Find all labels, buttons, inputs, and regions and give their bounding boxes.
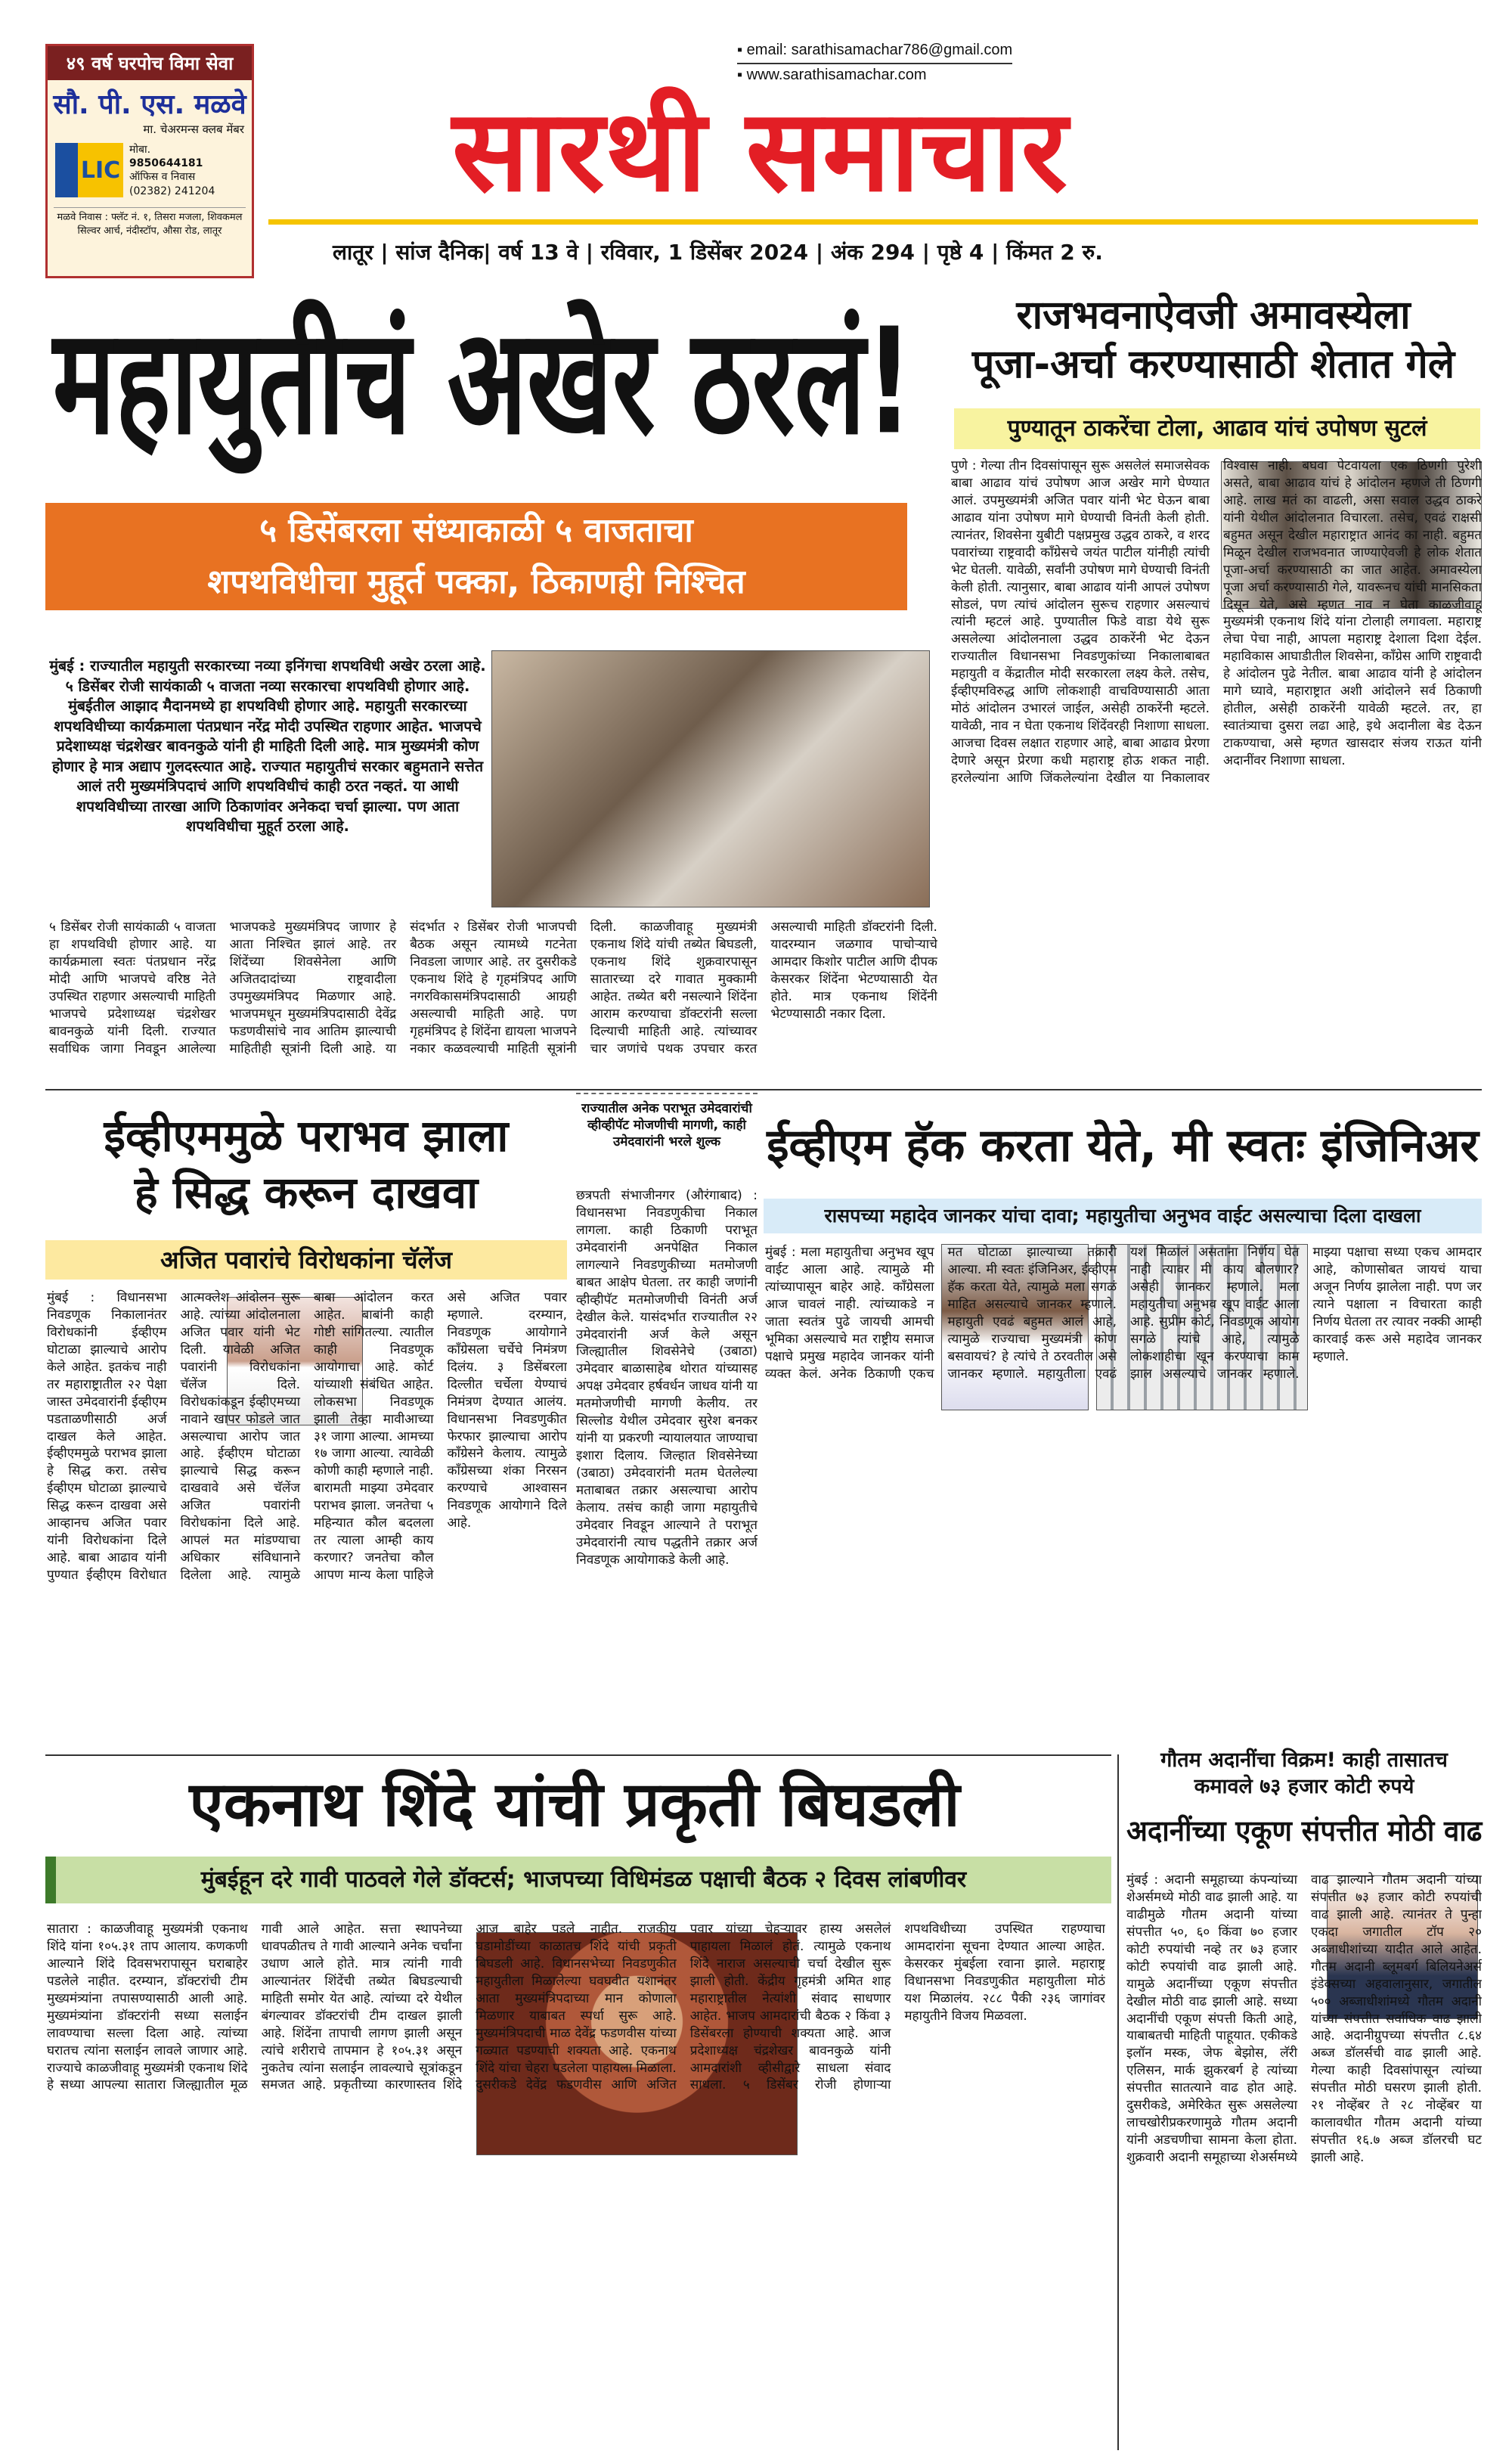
adani-headline: अदानींच्या एकूण संपत्तीत मोठी वाढ	[1126, 1814, 1483, 1847]
evm-left-subhead: अजित पवारांचे विरोधकांना चॅलेंज	[45, 1240, 567, 1280]
right-headline	[945, 291, 1482, 389]
adani-body: मुंबई : अदानी समूहाच्या कंपन्यांच्या शेअर्समध्ये मोठी वाढ झाली आहे. या वाढीमुळे गौतम अदानी यांच्या संपत्तीत ५०, ६० किंवा ७० हजार कोटी रुपयांची नव्हे तर ७३ हजार कोटी रुपयांची वाढ झाली आहे. यामुळे अदानींच्या एकूण संपत्तीत देखील मोठी वाढ झाली आहे. सध्या अदानींची एकूण संपत्ती किती आहे, याबाबतची माहिती पाहूयात. एकीकडे इलॉन मस्क, जेफ बेझोस, लॅरी एलिसन, मार्क झुकरबर्ग हे त्यांच्या संपत्तीत सातत्याने वाढ होत आहे. दुसरीकडे, अमेरिकेत सुरू असलेल्या लाचखोरीप्रकरणामुळे गौतम अदानी यांनी अडचणीचा सामना केला होता. शुक्रवारी अदानी समूहाच्या शेअर्समध्ये वाढ झाल्याने गौतम अदानी यांच्या संपत्तीत ७३ हजार कोटी रुपयांची वाढ झाली आहे. त्यानंतर ते पुन्हा एकदा जगातील टॉप २० अब्जाधीशांच्या यादीत आले आहेत. गौतम अदानी ब्लूमबर्ग बिलियनेअर्स इंडेक्सच्या अहवालानुसार, जगातील ५०० अब्जाधीशांमध्ये गौतम अदानी यांच्या संपत्तीत सर्वाधिक वाढ झाली आहे. अदानीग्रुपच्या संपत्तीत ८.६४ अब्ज डॉलर्सची वाढ झाली आहे. गेल्या काही दिवसांपासून त्यांच्या संपत्तीत मोठी घसरण झाली होती. २१ नोव्हेंबर ते २८ नोव्हेंबर या कालावधीत गौतम अदानी यांच्या संपत्तीत १६.७ अब्ज डॉलरची घट झाली आहे.	[1126, 1872, 1482, 2165]
shinde-headline: एकनाथ शिंदे यांची प्रकृती बिघडली	[189, 1769, 960, 1841]
evm-left-body: मुंबई : विधानसभा निवडणूक निकालानंतर विरोधकांनी ईव्हीएम घोटाळा झाल्याचे आरोप केले आहेत. इतकंच नाही तर महाराष्ट्रातील २२ पेक्षा जास्त उमेदवारांनी ईव्हीएम पडताळणीसाठी अर्ज दाखल केले आहेत. ईव्हीएममुळे पराभव झाला हे सिद्ध करा. तसेच ईव्हीएम घोटाळा झाल्याचे सिद्ध करून दाखवा असे आव्हानच अजित पवार यांनी विरोधकांना दिले आहे. बाबा आढाव यांनी पुण्यात ईव्हीएम विरोधात आत्मक्लेश आंदोलन सुरू आहे. त्यांच्या आंदोलनाला अजित पवार यांनी भेट दिली. यावेळी अजित पवारांनी विरोधकांना चॅलेंज दिले. विरोधकांकडून ईव्हीएमच्या नावाने खापर फोडले जात असल्याचा आरोप जात आहे. ईव्हीएम घोटाळा झाल्याचे सिद्ध करून दाखवावे असे चॅलेंज अजित पवारांनी विरोधकांना दिले आहे. आपलं मत मांडण्याचा अधिकार संविधानाने दिलेला आहे. त्यामुळे बाबा आंदोलन करत आहेत. बाबांनी काही गोष्टी सांगितल्या. त्यातील काही निवडणूक आयोगाचा आहे. कोर्ट यांच्याशी संबंधित आहेत. लोकसभा निवडणूक झाली तेव्हा मावीआच्या ३१ जागा आल्या. आमच्या १७ जागा आल्या. त्यावेळी कोणी काही म्हणाले नाही. बारामती माझ्या उमेदवार पराभव झाला. जनतेचा ५ महिन्यात कौल बदलला तर त्याला आम्ही काय करणार? जनतेचा कौल आपण मान्य केला पाहिजे असे अजित पवार म्हणाले. दरम्यान, निवडणूक आयोगाने काँग्रेसला चर्चेचे निमंत्रण दिलंय. ३ डिसेंबरला दिल्लीत चर्चेला येण्याचं निमंत्रण देण्यात आलंय. विधानसभा निवडणुकीत फेरफार झाल्याचा आरोप काँग्रेसने केलाय. त्यामुळे काँग्रेसच्या शंका निरसन करण्याचे आश्वासन निवडणूक आयोगाने दिले आहे.	[47, 1290, 567, 1583]
ad-address: मळवे निवास : फ्लॅट नं. १, तिसरा मजला, शिवकमल सिल्वर आर्च, नंदीस्टॉप, औसा रोड, लातूर	[54, 207, 246, 238]
mid-divider	[576, 1093, 758, 1094]
shinde-body: सातारा : काळजीवाहू मुख्यमंत्री एकनाथ शिंदे यांना १०५.३१ ताप आलाय. कणकणी आल्याने शिंदे दिवसभरापासून घराबाहेर पडलेले नाहीत. दरम्यान, डॉक्टरांची टीम मुख्यमंत्र्यांना तपासण्यासाठी आली आहे. मुख्यमंत्र्यांना डॉक्टरांनी सध्या सलाईन लावण्याचा सल्ला दिला आहे. त्यांच्या घरातच त्यांना सलाईन लावले जाणार आहे. राज्याचे काळजीवाहू मुख्यमंत्री एकनाथ शिंदे हे सध्या आपल्या सातारा जिल्ह्यातील मूळ गावी आले आहेत. सत्ता स्थापनेच्या धावपळीतच ते गावी आल्याने अनेक चर्चांना उधाण आले होते. मात्र त्यांनी गावी आल्यानंतर शिंदेंची तब्येत बिघडल्याची माहिती समोर येत आहे. त्यांच्या दरे येथील बंगल्यावर डॉक्टरांची टीम दाखल झाली आहे. शिंदेंना तापाची लागण झाली असून त्यांचे शरीराचे तापमान हे १०५.३१ असून नुकतेच त्यांना सलाईन लावल्याचे सूत्रांकडून समजत आहे. प्रकृतीच्या कारणास्तव शिंदे आज बाहेर पडले नाहीत. राजकीय घडामोडींच्या काळातच शिंदे यांची प्रकृती बिघडली आहे. विधानसभेच्या निवडणुकीत महायुतीला मिळालेल्या घवघवीत यशानंतर आता मुख्यमंत्रिपदाच्या मान कोणाला मिळणार याबाबत स्पर्धा सुरू आहे. मुख्यमंत्रिपदाची माळ देवेंद्र फडणवीस यांच्या गळ्यात पडण्याची शक्यता आहे. एकनाथ शिंदे यांचा चेहरा पडलेला पाहायला मिळाला. दुसरीकडे देवेंद्र फडणवीस आणि अजित पवार यांच्या चेहऱ्यावर हास्य असलेलं पाहायला मिळालं होतं. त्यामुळे एकनाथ शिंदे नाराज असल्याची चर्चा देखील सुरू झाली होती. केंद्रीय गृहमंत्री अमित शाह महाराष्ट्रातील नेत्यांशी संवाद साधणार आहेत. भाजप आमदारांची बैठक २ किंवा ३ डिसेंबरला होण्याची शक्यता आहे. आज प्रदेशाध्यक्ष चंद्रशेखर बावनकुळे यांनी आमदारांशी व्हीसीद्वारे साधला संवाद साधला. ५ डिसेंबर रोजी होणाऱ्या शपथविधीच्या उपस्थित राहण्याचा आमदारांना सूचना देण्यात आल्या आहेत. केसरकर मुंबईला रवाना झाले. महाराष्ट्र विधानसभा निवडणुकीत महायुतीला मोठं यश मिळालंय. २८८ पैकी २३६ जागांवर महायुतीने विजय मिळवला.	[47, 1922, 1105, 2093]
evm-right-body-text: मुंबई : मला महायुतीचा अनुभव खूप वाईट आला आहे. त्यामुळे मी त्यांच्यापासून बाहेर आहे. काँग्रेसला आज चावलं नाही. त्यांच्याकडे न जाता स्वतंत्र पुढे जायची आमची भूमिका असल्याचे मत राष्ट्रीय समाज पक्षाचे प्रमुख महादेव जानकर यांनी व्यक्त केलं. अनेक ठिकाणी एकच मत घोटाळा झाल्याच्या तक्रारी आल्या. मी स्वतः इंजिनिअर, ईव्हीएम हॅक करता येते, त्यामुळे मला सगळं माहित असल्याचे जानकर म्हणाले. महायुती एवढं बहुमत आलं आहे, त्यामुळे राज्याचा मुख्यमंत्री कोण बसवायचं? हे त्यांचे ते ठरवतील असे जानकर म्हणाले. महायुतीला एवढं यश मिळालं असताना निर्णय घेत नाही त्यावर मी काय बोलणार? असेही जानकर म्हणाले. मला महायुतीचा अनुभव खूप वाईट आला आहे. सुप्रीम कोर्ट, निवडणूक आयोग सगळे त्यांचे आहे, त्यामुळे लोकशाहीचा खून करण्याचा काम झाल असल्याचे जानकर म्हणाले. माझ्या पक्षाचा सध्या एकच आमदार आहे, कोणासोबत जायचं याचा अजून निर्णय झालेला नाही. पण जर त्याने पक्षाला न विचारता काही निर्णय घेतला तर त्यावर नक्की आम्ही कारवाई करू असे महादेव जानकर म्हणाले.	[765, 1245, 1482, 1382]
ad-agent-name: सौ. पी. एस. मळवे	[53, 89, 246, 120]
leaders-photo	[491, 650, 930, 907]
evm-right-subhead: रासपच्या महादेव जानकर यांचा दावा; महायुतीचा अनुभव वाईट असल्याचा दिला दाखला	[764, 1199, 1482, 1233]
right-headline-line-1: राजभवनाऐवजी अमावस्येला	[1016, 293, 1411, 338]
ad-office-label: ऑफिस व निवास	[129, 171, 196, 184]
right-story-body: पुणे : गेल्या तीन दिवसांपासून सुरू असलेलं समाजसेवक बाबा आढाव यांचं उपोषण आज अखेर मागे घेण्यात आलं. उपमुख्यमंत्री अजित पवार यांनी भेट घेऊन बाबा आढाव यांना उपोषण मागे घेण्याची विनंती केली होती. त्यानंतर, शिवसेना युबीटी पक्षप्रमुख उद्धव ठाकरे, व शरद पवारांच्या राष्ट्रवादी काँग्रेसचे जयंत पाटील यांनीही त्यांची भेट घेतली. यावेळी, सर्वांनी उपोषण मागे घेण्याची विनंती केली होती. त्यानुसार, बाबा आढाव यांनी आपलं उपोषण सोडलं, पण त्यांचं आंदोलन सुरूच राहणार असल्याचं त्यांनी म्हटलं आहे. पुण्यातील फिडे वाडा येथे सुरू असलेल्या आंदोलनाला उद्धव ठाकरेंनी भेट देऊन राज्यातील विधानसभा निवडणुकांच्या निकालाबाबत महायुती व केंद्रातील मोदी सरकारला लक्ष्य केले. तसेच, ईव्हीएमविरुद्ध आणि लोकशाही वाचविण्यासाठी आता मोठं आंदोलन उभारलं जाईल, असेही ठाकरेंनी म्हटले. यावेळी, नाव न घेता एकनाथ शिंदेंवरही निशाणा साधला. आजचा दिवस लक्षात राहणार आहे, बाबा आढाव प्रेरणा देणारे असून प्रेरणा कधी महाराष्ट्र होऊ शकत नाही. हरलेल्यांना आणि जिंकलेल्यांना देखील या निकालावर विश्वास नाही. बघवा पेटवायला एक ठिणगी पुरेशी असते, बाबा आढाव यांचं हे आंदोलन म्हणजे ती ठिणगी आहे. लाख मतं का वाढली, असा सवाल उद्धव ठाकरे यांनी येथील आंदोलनात विचारला. तसेच, एवढं राक्षसी बहुमत असून देखील महाराष्ट्रात आनंद का नाही. बहुमत मिळून देखील राजभवनात जाण्याऐवजी हे लोक शेतात पूजा-अर्चा करण्यासाठी का जात आहेत. अमावस्येला पूजा अर्चा करण्यासाठी गेले, यावरूनच यांची मानसिकता दिसून येते, असे म्हणत नाव न घेता काळजीवाहू मुख्यमंत्री एकनाथ शिंदे यांना टोलाही लगावला. महाराष्ट्र लेचा पेचा नाही, आपला महाराष्ट्र देशाला दिशा देईल. महाविकास आघाडीतील शिवसेना, काँग्रेस आणि राष्ट्रवादी हे आंदोलन पुढे नेतील. बाबा आढाव यांनी हे आंदोलन मागे घ्यावे, महाराष्ट्रात अशी आंदोलने सर्व ठिकाणी होतील, असेही ठाकरेंनी यावेळी म्हटले. तर, हा स्वातंत्र्याचा दुसरा लढा आहे, इथे अदानीला बेड देऊन टाकण्याचा, असे म्हणत खासदार संजय राऊत यांनी अदानींवर निशाणा साधला.	[951, 458, 1482, 786]
lic-logo: LIC	[55, 143, 123, 197]
adani-kicker	[1126, 1747, 1482, 1800]
contact-info	[737, 39, 1012, 86]
lic-advertisement	[45, 44, 254, 278]
lead-subhead-band	[45, 503, 907, 610]
evm-right-body	[765, 1244, 1482, 1743]
ad-tagline: ४९ वर्ष घरपोच विमा सेवा	[48, 46, 252, 80]
adani-kicker-line-2: कमावले ७३ हजार कोटी रुपये	[1194, 1775, 1414, 1799]
lead-body: ५ डिसेंबर रोजी सायंकाळी ५ वाजता हा शपथविधी होणार आहे. या कार्यक्रमाला स्वतः पंतप्रधान नरेंद्र मोदी आणि भाजपचे वरिष्ठ नेते उपस्थित राहणार असल्याची माहिती भाजपचे प्रदेशाध्यक्ष चंद्रशेखर बावनकुळे यांनी दिली. राज्यात सर्वाधिक जागा निवडून आलेल्या भाजपकडे मुख्यमंत्रिपद जाणार हे आता निश्चित झालं आहे. तर शिंदेंच्या शिवसेनेला आणि अजितदादांच्या राष्ट्रवादीला उपमुख्यमंत्रिपद मिळणार आहे. भाजपमधून मुख्यमंत्रिपदासाठी देवेंद्र फडणवीसांचे नाव आतिम झाल्याची माहितीही सूत्रांनी दिली आहे. या संदर्भात २ डिसेंबर रोजी भाजपची बैठक असून त्यामध्ये गटनेता निवडला जाणार आहे. तर दुसरीकडे एकनाथ शिंदे हे गृहमंत्रिपद आणि नगरविकासमंत्रिपदासाठी आग्रही असल्याची माहिती आहे. पण गृहमंत्रिपद हे शिंदेंना द्यायला भाजपने नकार कळवल्याची माहिती सूत्रांनी दिली. काळजीवाहू मुख्यमंत्री एकनाथ शिंदे यांची तब्येत बिघडली, एकनाथ शिंदे शुक्रवारपासून सातारच्या दरे गावात मुक्कामी आहेत. तब्येत बरी नसल्याने शिंदेंना आराम करण्याचा डॉक्टरांनी सल्ला दिल्याची माहिती आहे. त्यांच्यावर चार जणांचे पथक उपचार करत असल्याची माहिती डॉक्टरांनी दिली. यादरम्यान जळगाव पाचोऱ्याचे आमदार किशोर पाटील आणि दीपक केसरकर शिंदेंना भेटण्यासाठी येत होते. मात्र एकनाथ शिंदेंनी भेटण्यासाठी नकार दिला.	[49, 920, 937, 1056]
lead-headline: महायुतीचं अखेर ठरलं!	[53, 296, 913, 467]
section-divider	[45, 1754, 1111, 1756]
evm-left-headline-line-2: हे सिद्ध करून दाखवा	[134, 1167, 479, 1219]
right-subhead: पुण्यातून ठाकरेंचा टोला, आढाव यांचं उपोषण सुटलं	[954, 408, 1480, 449]
evm-right-headline: ईव्हीएम हॅक करता येते, मी स्वतः इंजिनिअर	[767, 1119, 1479, 1172]
ad-agent-title: मा. चेअरमन्स क्लब मेंबर	[143, 123, 244, 136]
evm-left-headline-line-1: ईव्हीएममुळे पराभव झाला	[104, 1110, 509, 1162]
ad-mobile-label: मोबा.	[129, 144, 151, 156]
band-line-2: शपथविधीचा मुहूर्त पक्का, ठिकाणही निश्चित	[207, 563, 745, 601]
masthead-title: सारथी समाचार	[452, 85, 1067, 217]
ad-phone: (02382) 241204	[129, 185, 215, 197]
section-divider	[45, 1089, 1482, 1090]
band-line-1: ५ डिसेंबरला संध्याकाळी ५ वाजताचा	[259, 511, 693, 550]
shinde-subhead: मुंबईहून दरे गावी पाठवले गेले डॉक्टर्स; भाजपच्या विधिमंडळ पक्षाची बैठक २ दिवस लांबणीवर	[45, 1857, 1111, 1903]
ad-mobile: 9850644181	[129, 157, 203, 170]
right-headline-line-2: पूजा-अर्चा करण्यासाठी शेतात गेले	[971, 342, 1455, 387]
masthead-rule	[268, 219, 1478, 225]
website-link[interactable]: ▪ www.sarathisamachar.com	[737, 64, 1012, 86]
dateline: लातूर | सांज दैनिक| वर्ष 13 वे | रविवार, 1 डिसेंबर 2024 | अंक 294 | पृष्ठे 4 | किंमत 2 रु.	[333, 240, 1103, 265]
column-divider	[1117, 1754, 1119, 2450]
evm-mid-body: छत्रपती संभाजीनगर (औरंगाबाद) : विधानसभा निवडणुकीचा निकाल लागला. काही ठिकाणी पराभूत उमेदवारांनी अनपेक्षित निकाल लागल्याने निवडणुकीच्या मतमोजणी बाबत आक्षेप घेतला. तर काही जणांनी व्हीव्हीपॅट मतमोजणीची विनंती अर्ज देखील केले. यासंदर्भात राज्यातील २२ उमेदवारांनी अर्ज केले असून जिल्ह्यातील शिवसेनेचे (उबाठा) उमेदवार बाळासाहेब थोरात यांच्यासह अपक्ष उमेदवार हर्षवर्धन जाधव यांनी या मतमोजणीची मागणी केलीय. तर सिल्लोड येथील उमेदवार सुरेश बनकर यांनी या प्रकरणी न्यायालयात जाण्याचा इशारा दिलाय. जिल्हात शिवसेनेच्या (उबाठा) उमेदवारांनी मतम घेतलेल्या मताबाबत तक्रार असल्याचा आरोप केलाय. तसंच काही जागा महायुतीचे उमेदवार निवडून आल्याने ते पराभूत उमेदवारांनी त्याच पद्धतीने तक्रार अर्ज निवडणूक आयोगाकडे केली आहे.	[576, 1188, 758, 1568]
email-link[interactable]: ▪ email: sarathisamachar786@gmail.com	[737, 39, 1012, 64]
adani-kicker-line-1: गौतम अदानींचा विक्रम! काही तासातच	[1160, 1748, 1448, 1772]
lead-paragraph: मुंबई : राज्यातील महायुती सरकारच्या नव्या इनिंगचा शपथविधी अखेर ठरला आहे. ५ डिसेंबर रोजी सायंकाळी ५ वाजता नव्या सरकारचा शपथविधी होणार आहे. मुंबईतील आझाद मैदानमध्ये हा शपथविधी होणार आहे. महायुती सरकारच्या शपथविधीच्या कार्यक्रमाला पंतप्रधान नरेंद्र मोदी उपस्थित राहणार आहेत. भाजपचे प्रदेशाध्यक्ष चंद्रशेखर बावनकुळे यांनी ही माहिती दिली आहे. मात्र मुख्यमंत्री कोण होणार हे मात्र अद्याप गुलदस्त्यात आहे. राज्यात महायुतीचं सरकार बहुमताने सत्तेत आलं तरी मुख्यमंत्रिपदाचं आणि शपथविधीचं काही ठरत नव्हतं. या आधी शपथविधीच्या तारखा आणि ठिकाणांवर अनेकदा चर्चा झाल्या. पण आता शपथविधीचा मुहूर्त ठरला आहे.	[49, 657, 486, 836]
evm-mid-headline: राज्यातील अनेक पराभूत उमेदवारांची व्हीव्हीपॅट मोजणीची मागणी, काही उमेदवारांनी भरले शुल्क	[581, 1101, 752, 1150]
evm-left-headline	[45, 1108, 567, 1222]
